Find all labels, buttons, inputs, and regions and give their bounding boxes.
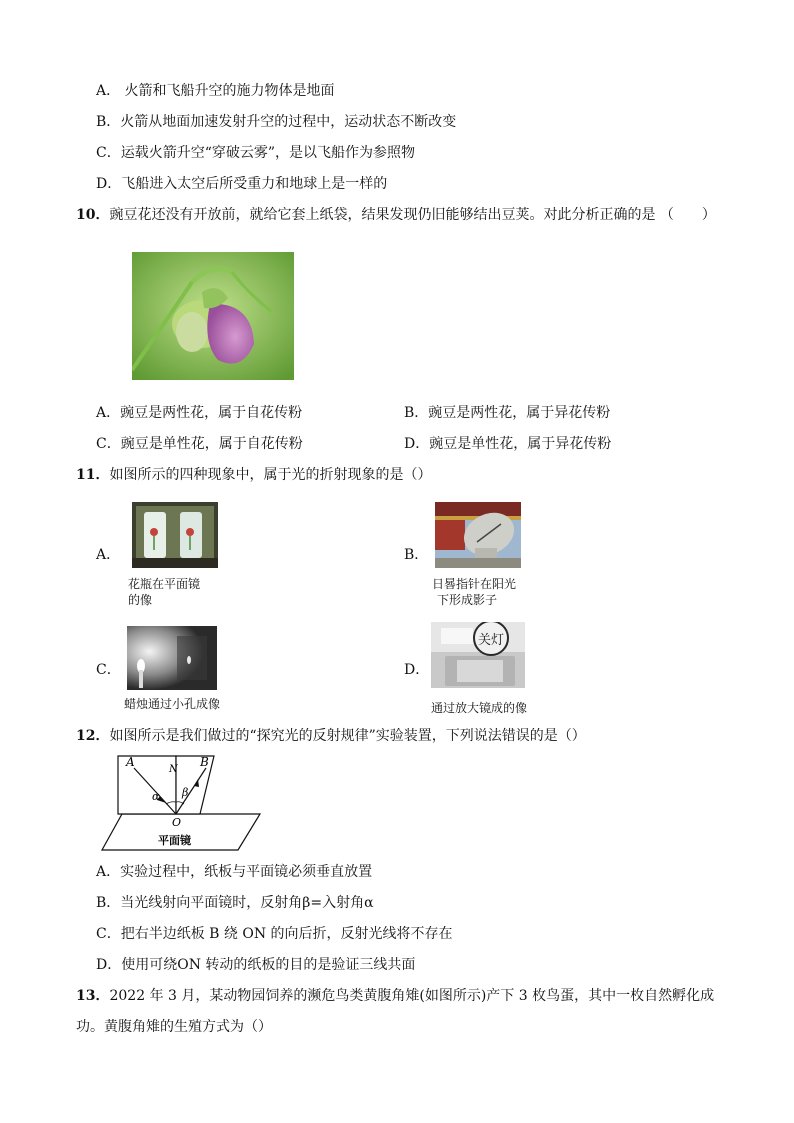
q11-option-b-letter: B． [404, 547, 429, 563]
q11-number: 11． [76, 467, 110, 483]
q10-option-a: A．豌豆是两性花，属于自花传粉 [96, 405, 303, 421]
q12-stem [76, 727, 586, 745]
pinhole-candle-photo [127, 626, 217, 690]
reflection-experiment-diagram [100, 752, 262, 854]
q13-number: 13． [76, 988, 110, 1004]
q10-stem-text: 豌豆花还没有开放前，就给它套上纸袋，结果发现仍旧能够结出豆荚。对此分析正确的是 （ ） [109, 207, 716, 223]
q10-number: 10． [76, 207, 110, 223]
q13-stem-line-2: 功。黄腹角雉的生殖方式为（） [76, 1019, 272, 1035]
label-beta: β [182, 786, 189, 799]
q12-option-c: C．把右半边纸板 B 绕 ON 的向后折，反射光线将不存在 [96, 926, 453, 942]
magnifier-sign-text: 关灯 [477, 633, 505, 648]
pea-flower-photo [132, 252, 294, 380]
q12-option-b: B．当光线射向平面镜时，反射角β=入射角α [96, 895, 374, 911]
label-alpha: α [152, 790, 160, 803]
q9-option-a: A． 火箭和飞船升空的施力物体是地面 [96, 83, 335, 99]
label-a: A [126, 755, 135, 769]
q11-option-a-caption-1: 花瓶在平面镜 [128, 577, 201, 591]
q11-option-d-caption-1: 通过放大镜成的像 [431, 701, 528, 715]
q11-option-c-letter: C． [96, 662, 121, 678]
q10-option-b: B．豌豆是两性花，属于异花传粉 [404, 405, 611, 421]
q13-stem-text-1: 2022 年 3 月，某动物园饲养的濒危鸟类黄腹角雉(如图所示)产下 3 枚鸟蛋，其中一枚自然孵化成 [109, 988, 715, 1004]
q13-stem-line-1 [76, 987, 714, 1005]
q11-option-b-caption-2: 下形成影子 [437, 593, 498, 607]
q11-option-a-letter: A． [96, 547, 121, 563]
q12-option-a: A．实验过程中，纸板与平面镜必须垂直放置 [96, 864, 373, 880]
q11-option-d-letter: D． [404, 662, 430, 678]
q10-option-c: C．豌豆是单性花，属于自花传粉 [96, 436, 303, 452]
magnifier-photo [431, 622, 525, 688]
q11-option-c-caption-1: 蜡烛通过小孔成像 [124, 697, 221, 711]
q10-option-d: D．豌豆是单性花，属于异花传粉 [404, 436, 612, 452]
mirror-label: 平面镜 [158, 834, 191, 847]
q12-option-d: D．使用可绕ON 转动的纸板的目的是验证三线共面 [96, 957, 416, 973]
q12-stem-text: 如图所示是我们做过的“探究光的反射规律”实验装置，下列说法错误的是（） [109, 728, 586, 744]
vase-mirror-photo [132, 502, 218, 568]
sundial-photo [435, 502, 521, 568]
q10-stem [76, 206, 716, 224]
label-n: N [169, 764, 178, 775]
q11-option-b-caption-1: 日晷指针在阳光 [432, 577, 517, 591]
label-o: O [172, 816, 182, 829]
label-b: B [200, 755, 209, 769]
q12-number: 12． [76, 728, 110, 744]
q11-option-a-caption-2: 的像 [128, 593, 153, 607]
q9-option-c: C．运载火箭升空“穿破云雾”，是以飞船作为参照物 [96, 145, 416, 161]
q9-option-d: D．飞船进入太空后所受重力和地球上是一样的 [96, 176, 388, 192]
q11-stem-text: 如图所示的四种现象中，属于光的折射现象的是（） [109, 467, 432, 483]
q11-stem [76, 466, 431, 484]
q9-option-b: B．火箭从地面加速发射升空的过程中，运动状态不断改变 [96, 114, 457, 130]
